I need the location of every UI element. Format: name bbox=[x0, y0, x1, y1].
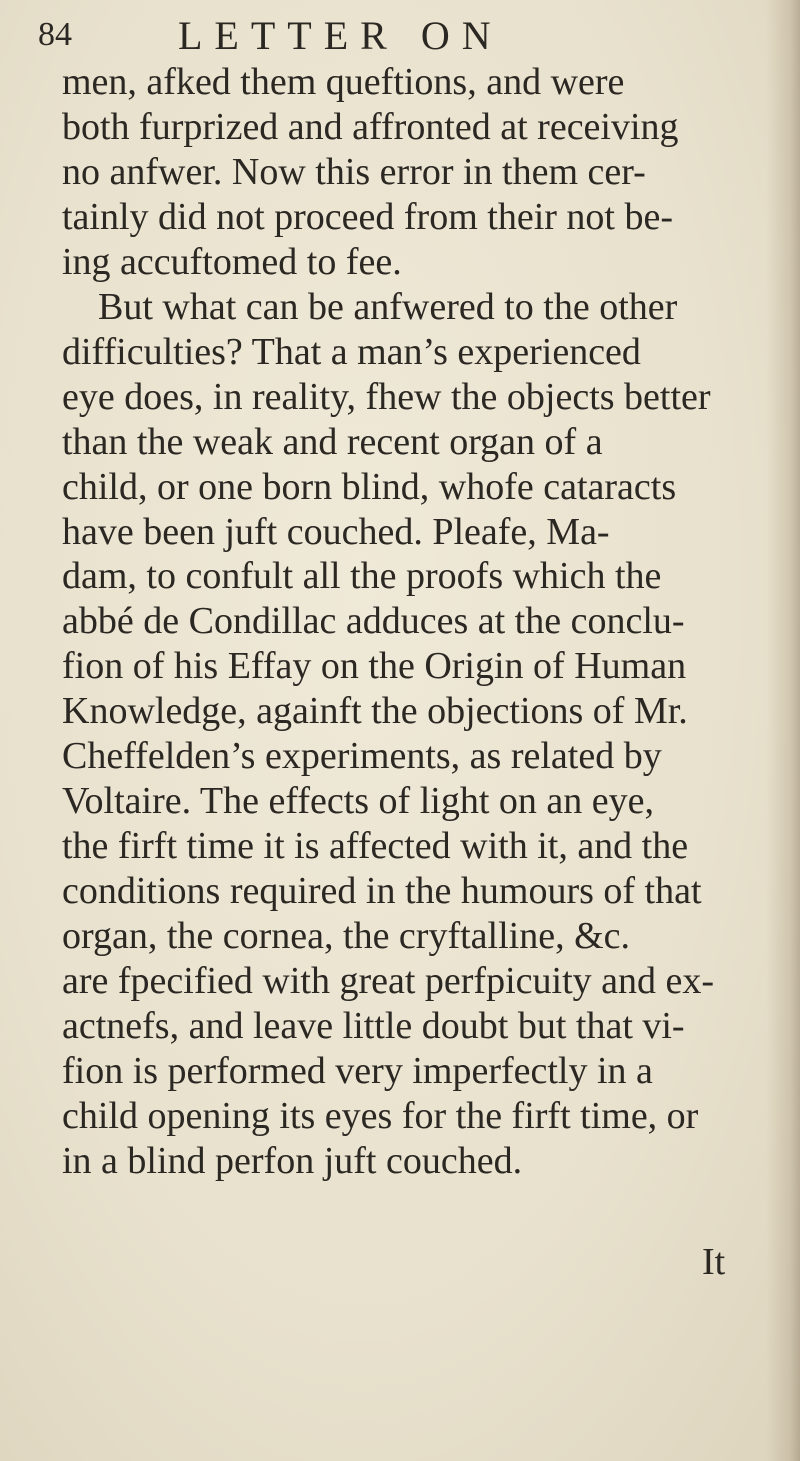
text-line: Cheffelden’s experiments, as related by bbox=[62, 735, 662, 778]
text-line: are fpecified with great perfpicuity and ex- bbox=[62, 960, 715, 1003]
text-line: Voltaire. The effects of light on an eye, bbox=[62, 780, 654, 823]
text-line: eye does, in reality, fhew the objects better bbox=[62, 375, 711, 418]
text-line: fion is performed very imperfectly in a bbox=[62, 1049, 653, 1092]
text-line: have been juft couched. Pleafe, Ma- bbox=[62, 510, 610, 553]
text-line: men, afked them queftions, and were bbox=[62, 61, 625, 103]
text-line: child, or one born blind, whofe cataracts bbox=[62, 465, 677, 508]
text-line: child opening its eyes for the firft time, or bbox=[62, 1094, 699, 1137]
running-head: LETTER ON bbox=[178, 13, 503, 58]
text-line: dam, to confult all the proofs which the bbox=[62, 555, 662, 598]
text-line: abbé de Condillac adduces at the conclu- bbox=[62, 600, 685, 643]
page-header bbox=[38, 12, 740, 62]
body-text bbox=[62, 60, 778, 1184]
text-line: organ, the cornea, the cryftalline, &c. bbox=[62, 915, 630, 958]
text-line: fion of his Effay on the Origin of Human bbox=[62, 645, 687, 688]
text-line: conditions required in the humours of that bbox=[62, 870, 702, 913]
text-line: Knowledge, againft the objections of Mr. bbox=[62, 690, 688, 733]
page-number: 84 bbox=[38, 16, 72, 53]
text-line: than the weak and recent organ of a bbox=[62, 420, 603, 463]
catchword: It bbox=[702, 1241, 726, 1283]
text-line: actnefs, and leave little doubt but that vi- bbox=[62, 1005, 685, 1048]
text-line: both furprized and affronted at receiving bbox=[62, 105, 679, 148]
text-line: difficulties? That a man’s experienced bbox=[62, 330, 641, 373]
text-line-paragraph-start: But what can be anfwered to the other bbox=[98, 285, 678, 328]
text-line: tainly did not proceed from their not be- bbox=[62, 195, 673, 238]
text-line: the firft time it is affected with it, and the bbox=[62, 825, 689, 868]
text-line: in a blind perfon juft couched. bbox=[62, 1139, 523, 1182]
text-line: ing accuftomed to fee. bbox=[62, 240, 402, 283]
text-line: no anfwer. Now this error in them cer- bbox=[62, 150, 646, 193]
